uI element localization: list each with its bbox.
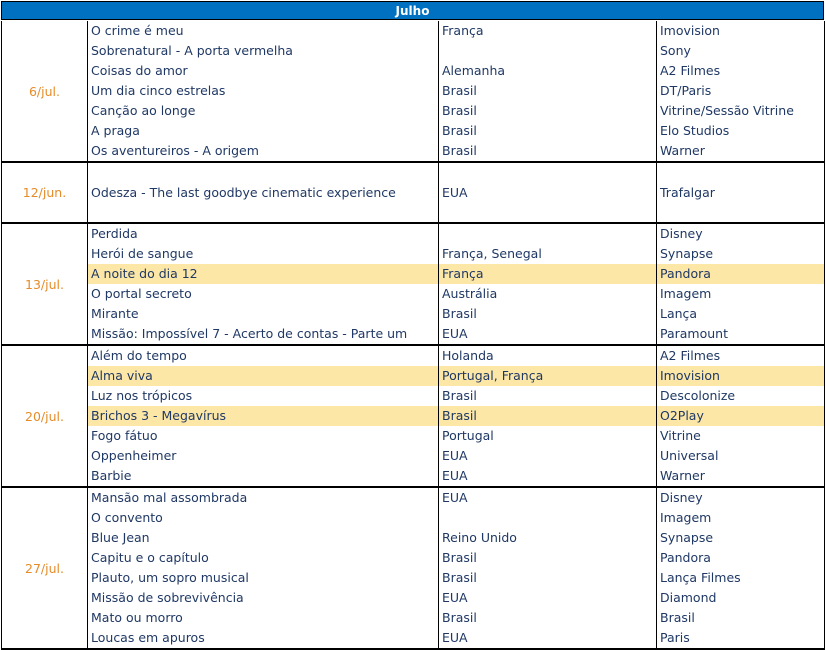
film-row (88, 628, 824, 648)
film-country (439, 41, 657, 61)
film-distributor: Synapse (660, 246, 714, 261)
film-distributor: Descolonize (660, 388, 736, 403)
film-row (88, 141, 824, 161)
film-title: Missão: Impossível 7 - Acerto de contas - Parte um (88, 324, 439, 344)
film-row (88, 488, 824, 508)
film-row (88, 244, 824, 264)
film-title: Mirante (88, 304, 439, 324)
film-row (88, 21, 824, 41)
release-date-label: 20/jul. (2, 346, 88, 486)
column-divider (438, 488, 439, 648)
film-title: Além do tempo (88, 346, 439, 366)
film-title: Oppenheimer (88, 446, 439, 466)
film-title: Brichos 3 - Megavírus (88, 406, 439, 426)
film-country: Brasil (439, 386, 657, 406)
film-distributor: O2Play (660, 408, 704, 423)
film-rows (88, 346, 824, 486)
film-row (88, 183, 824, 203)
film-row (88, 528, 824, 548)
film-title: Loucas em apuros (88, 628, 439, 648)
film-title: Alma viva (88, 366, 439, 386)
film-title: A noite do dia 12 (88, 264, 439, 284)
film-title: Coisas do amor (88, 61, 439, 81)
film-title: O portal secreto (88, 284, 439, 304)
film-title: Os aventureiros - A origem (88, 141, 439, 161)
film-country: Holanda (439, 346, 657, 366)
film-distributor: Warner (660, 143, 705, 158)
month-header: Julho (1, 1, 824, 20)
column-divider (438, 163, 439, 222)
film-distributor: Brasil (660, 610, 695, 625)
film-row (88, 264, 824, 284)
release-date-group (1, 163, 825, 224)
column-divider (438, 21, 439, 161)
column-divider (656, 21, 657, 161)
release-date-group (1, 21, 825, 163)
film-distributor: Imagem (660, 510, 712, 525)
film-distributor: Disney (660, 226, 703, 241)
column-divider (438, 346, 439, 486)
film-rows (88, 163, 824, 222)
film-country (439, 224, 657, 244)
film-title: Luz nos trópicos (88, 386, 439, 406)
film-rows (88, 488, 824, 648)
film-distributor: Diamond (660, 590, 717, 605)
column-divider (656, 163, 657, 222)
film-title: Mansão mal assombrada (88, 488, 439, 508)
film-country: EUA (439, 446, 657, 466)
film-country: Brasil (439, 608, 657, 628)
film-title: Fogo fátuo (88, 426, 439, 446)
column-divider (656, 346, 657, 486)
film-distributor: Vitrine/Sessão Vitrine (660, 103, 794, 118)
film-distributor: Trafalgar (660, 185, 715, 200)
film-rows (88, 21, 824, 161)
film-country: Portugal (439, 426, 657, 446)
film-title: Um dia cinco estrelas (88, 81, 439, 101)
film-country: França (439, 21, 657, 41)
film-rows (88, 224, 824, 344)
film-country: Austrália (439, 284, 657, 304)
film-row (88, 568, 824, 588)
film-row (88, 101, 824, 121)
film-distributor: Synapse (660, 530, 714, 545)
film-row (88, 366, 824, 386)
film-distributor: Paramount (660, 326, 729, 341)
film-row (88, 284, 824, 304)
film-country: Brasil (439, 101, 657, 121)
film-row (88, 466, 824, 486)
column-divider (656, 488, 657, 648)
film-distributor: Imagem (660, 286, 712, 301)
film-distributor: Sony (660, 43, 691, 58)
release-date-label: 6/jul. (2, 21, 88, 161)
film-distributor: A2 Filmes (660, 348, 721, 363)
film-row (88, 446, 824, 466)
film-row (88, 41, 824, 61)
film-country: Brasil (439, 406, 657, 426)
film-country: Brasil (439, 81, 657, 101)
film-country: Brasil (439, 304, 657, 324)
film-title: Plauto, um sopro musical (88, 568, 439, 588)
film-title: A praga (88, 121, 439, 141)
film-title: Odesza - The last goodbye cinematic experience (88, 183, 439, 203)
film-distributor: Warner (660, 468, 705, 483)
film-country: Reino Unido (439, 528, 657, 548)
film-title: Perdida (88, 224, 439, 244)
film-distributor: A2 Filmes (660, 63, 721, 78)
column-divider (656, 224, 657, 344)
film-row (88, 324, 824, 344)
film-row (88, 548, 824, 568)
film-country: Alemanha (439, 61, 657, 81)
film-distributor: Pandora (660, 266, 711, 281)
film-row (88, 224, 824, 244)
film-distributor: DT/Paris (660, 83, 712, 98)
film-title: O convento (88, 508, 439, 528)
film-row (88, 386, 824, 406)
film-country: EUA (439, 628, 657, 648)
film-distributor: Universal (660, 448, 719, 463)
film-row (88, 61, 824, 81)
release-date-label: 13/jul. (2, 224, 88, 344)
film-distributor: Imovision (660, 23, 720, 38)
film-title: O crime é meu (88, 21, 439, 41)
film-country: EUA (439, 588, 657, 608)
film-title: Capitu e o capítulo (88, 548, 439, 568)
release-date-label: 12/jun. (2, 163, 88, 222)
film-row (88, 81, 824, 101)
film-title: Canção ao longe (88, 101, 439, 121)
film-row (88, 508, 824, 528)
film-distributor: Imovision (660, 368, 720, 383)
film-title: Barbie (88, 466, 439, 486)
film-distributor: Elo Studios (660, 123, 730, 138)
film-title: Herói de sangue (88, 244, 439, 264)
release-date-group (1, 488, 825, 650)
film-country: Brasil (439, 548, 657, 568)
film-row (88, 588, 824, 608)
film-distributor: Vitrine (660, 428, 701, 443)
film-country: Brasil (439, 121, 657, 141)
film-distributor: Pandora (660, 550, 711, 565)
film-row (88, 608, 824, 628)
film-country: Portugal, França (439, 366, 657, 386)
release-date-group (1, 224, 825, 346)
film-row (88, 406, 824, 426)
film-row (88, 426, 824, 446)
film-title: Mato ou morro (88, 608, 439, 628)
film-distributor: Lança (660, 306, 698, 321)
film-country: França (439, 264, 657, 284)
film-country: Brasil (439, 568, 657, 588)
release-date-group (1, 346, 825, 488)
film-distributor: Lança Filmes (660, 570, 741, 585)
film-country: EUA (439, 488, 657, 508)
film-country: França, Senegal (439, 244, 657, 264)
film-country: EUA (439, 183, 657, 203)
film-country (439, 508, 657, 528)
film-distributor: Paris (660, 630, 690, 645)
column-divider (438, 224, 439, 344)
film-distributor: Disney (660, 490, 703, 505)
film-title: Missão de sobrevivência (88, 588, 439, 608)
release-date-label: 27/jul. (2, 488, 88, 648)
film-row (88, 304, 824, 324)
film-row (88, 346, 824, 366)
film-country: Brasil (439, 141, 657, 161)
film-row (88, 121, 824, 141)
film-country: EUA (439, 324, 657, 344)
film-title: Blue Jean (88, 528, 439, 548)
film-title: Sobrenatural - A porta vermelha (88, 41, 439, 61)
film-country: EUA (439, 466, 657, 486)
